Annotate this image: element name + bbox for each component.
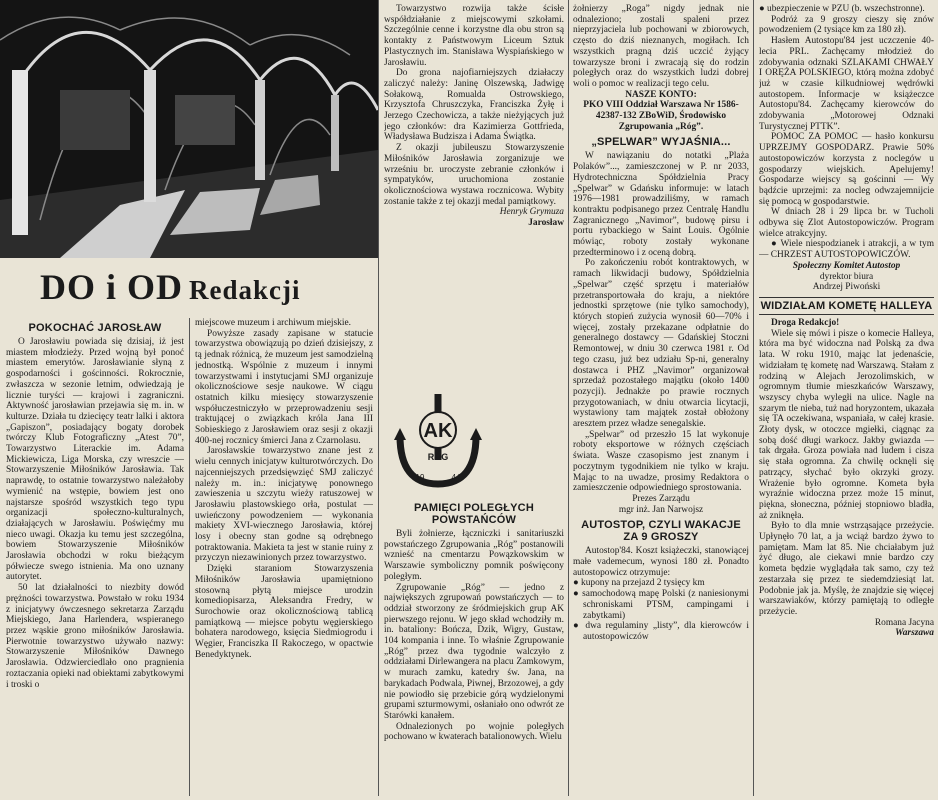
account-number: PKO VIII Oddział Warszawa Nr 1586-42387-132 ZBoWiD, Środowisko Zgrupowania „Róg”. [583,100,739,132]
paragraph: Z okazji jubileuszu Stowarzyszenie Miłośników Jarosławia zorganizuje we wrześniu br. uroczyste zebranie członków i sympatyków, uruchomiona zostanie okolicznościowa wystawa rocznicowa. Wybity zostanie także z tej okazji medal pamiątkowy. [384,143,564,207]
list-item: ● kupony na przejazd 2 tysięcy km [573,578,705,589]
signature-title: Prezes Zarządu [632,493,690,504]
paragraph: O Jarosławiu powiada się dzisiaj, iż jest miastem młodzieży. Przed wojną był ponoć miastem emerytów. Jarosławianie słyną z gospodarności i gościnności. Rokrocznie, zwłaszcza w sezonie letnim, odwiedzają je licznie turyści — krajowi i zagraniczni. Aktywność jarosławian przejawia się m. in. w kulturze. Działa tu dziecięcy teatr lalki i aktora „Gapiszon”, posiadający bogaty dorobek twórczy Klub Fotograficzny „Atest 70”, Towarzystwo Literackie im. Adama Mickiewicza, Liga Morska, czy wreszcie — Stowarzyszenie Miłośników Jarosławia. Tak naprawdę, to ostatnie towarzystwo należałoby wymienić na wstępie, bowiem jest ono najstarsze spośród wszystkich tego typu organizacji społeczno-kulturalnych, działających w Jarosławiu. Poświęćmy mu nieco uwagi. Okazja ku temu jest szczególna, bowiem Stowarzyszenie Miłośników Jarosławia obchodzi w roku bieżącym półwiecze swego istnienia. Ma ono uznany autorytet. [6,337,184,583]
paragraph: Podróż za 9 groszy cieszy się znów powodzeniem (2 tysiące km za 180 zł). [759,14,934,36]
signature-place: Jarosław [528,218,564,229]
signature-org: Społeczny Komitet Autostop [792,260,901,271]
ak-rog-logo [388,388,488,496]
paragraph: żołnierzy „Roga” nigdy jednak nie odnaleziono; zostali spaleni przez nieprzyjaciela lub pochowani w zbiorowych, często do dziś nieznanych, mogiłach. Ich wszystkich pragną dziś uczcić żyjący towarzysze broni i zwracają się do rodzin poległych oraz do wszystkich ludzi dobrej woli o pomoc w realizacji tego celu. [573,4,749,89]
article-heading-powstancy: PAMIĘCI POLEGŁYCH POWSTAŃCÓW [414,502,534,526]
paragraph: POMOC ZA POMOC — hasło konkursu UPRZEJMY GOSPODARZ. Prawie 50% autostopowiczów korzysta z noclegów u gospodarzy wiejskich. Apelujemy! Gospodarze wiejscy są gościnni — Wy bądźcie uprzejmi: za nocleg odwzajemnijcie się pomocą w gospodarstwie. [759,132,934,207]
paragraph: 50 lat działalności to niezbity dowód prężności towarzystwa. Powstało w roku 1934 z inicjatywy ówczesnego sekretarza Zarządu Miejskiego, Jana Harlendera, wspieranego przez wąskie grono miłośników Jarosławia. Pierwotnie towarzystwo używało nazwy: Stowarzyszenie Miłośników Dawnego Jarosławia. Odzwierciedlało ono pragnienia roztaczania opieki nad obiektami zabytkowymi i troski o [6,583,184,690]
signature-name: Romana Jacyna [874,617,934,628]
logo-year-left: 19 [415,473,425,482]
paragraph: Było to dla mnie wstrząsające przeżycie. Upłynęło 70 lat, a ja wciąż bardzo żywo to pamiętam. Mam lat 85. Nie chciałabym już żyć długo, ale ciekawi mnie bardzo czy kometa będzie wyglądała tak samo, czy też zestarzała się przez te siedemdziesiąt lat. Podobnie jak ja. Myślę, że znajdzie się więcej warszawiaków, którzy pamiętają to odległe przeżycie. [759,521,934,617]
paragraph: Do grona najofiarniejszych działaczy zaliczyć należy: Janinę Olszewską, Jadwigę Sołakową, Romualda Ostrowskiego, Krzysztofa Chruszczyka, Franciszka Żyłę i Jerzego Czechowicza, a także nieżyjących już jego członków: dra Kazimierza Gottfrieda, Władysława Budzisza i Adama Świątka. [384,68,564,143]
paragraph: Wiele się mówi i pisze o komecie Halleya, która ma być widoczna nad Polską za dwa lata. W roku 1910, mając lat jedenaście, widziałam tę kometę nad Warszawą. Stałam z rodziną w Alejach Jerozolimskich, w ogromnym tłumie mieszkańców Warszawy, wszyscy chyba wyległi na ulice. Nagle na szarym tle nieba, tuż nad horyzontem, ukazała się TA oczekiwana, wspaniała, w całej krasie. Złoty dysk, w otoczce mgiełki, ciągnąc za sobą dość długi warkocz. Jakby gwiazda — tak drgała. Groza powiała nad ludem i cisza się stała ogromna. Za chwilę ocknęli się patrzący, słychać było okrzyki grozy. Wrażenie było ogromne. Kometa była wyraźnie widoczna przez może 15 minut, piękna, słoneczna, później stopniowo bladła, aż zniknęła. [759,328,934,521]
paragraph: miejscowe muzeum i archiwum miejskie. [195,318,351,328]
paragraph: W nawiązaniu do notatki „Plaża Polaków”..., zamieszczonej w P. nr 2033, Hydrotechniczna Spółdzielnia Pracy „Spelwar” w Gdańsku informuje: w latach 1976—1981 prowadziliśmy, w ramach kontraktu podpisanego przez Centralę Handlu Zagranicznego „Navimor”, budowę pirsu i portu rybackiego w Saint Louis. Ogólnie mówiąc, roboty zostały wykonane przedterminowo i z oceną dobrą. [573,151,749,258]
paragraph: Jarosławskie towarzystwo znane jest z wielu cennych inicjatyw kulturotwórczych. Do najcenniejszych przedsięwzięć SMJ zaliczyć należy m. in.: inicjatywę ponownego zawieszenia u szczytu wieży ratuszowej w Jarosławiu plastowskiego orła, postulat — uwieńczony powodzeniem — wykonania makiety XVI-wiecznego Jarosławia, której losy i obecny stan godne są odrębnego potraktowania. Makieta ta jest w stanie ruiny z przyczyn niezawinionych przez towarzystwo. [195,446,373,564]
paragraph: Towarzystwo rozwija także ścisłe współdziałanie z miejscowymi szkołami. Szczególnie cenne i korzystne dla obu stron są kontakty z Państwowym Liceum Sztuk Plastycznych im. Stanisława Wyspiańskiego w Jarosławiu. [384,4,564,68]
signature-title: dyrektor biura [819,271,874,282]
list-item: ● ubezpieczenie w PZU (b. wszechstronne). [759,4,925,14]
signature-name: Andrzej Piwoński [812,282,881,293]
paragraph: W dniach 28 i 29 lipca br. w Tucholi odbywa się Zlot Autostopowiczów. Program wielce atrakcyjny. [759,207,934,239]
column-3-top [384,4,564,382]
arcade-illustration [0,0,378,258]
paragraph: „Spelwar” od przeszło 15 lat wykonuje roboty eksportowe w różnych częściach świata. Wasze czasopismo jest znanym i poczytnym tygodnikiem nie tylko w kraju. Mając to na uwadze, prosimy Redaktora o zamieszczenie odpowiedniego sprostowania. [573,429,749,494]
column-2 [195,318,373,798]
column-rule [189,318,190,796]
column-rule [568,0,569,796]
anchor-emblem-icon [388,388,488,496]
article-heading-halley: WIDZIAŁAM KOMETĘ HALLEYA [759,297,934,315]
column-rule [378,0,379,796]
list-item: ● dwa regulaminy „listy”, dla kierowców i autostopowiczów [573,621,749,642]
article-heading-jaroslaw: POKOCHAĆ JAROSŁAW [28,322,162,334]
article-heading-autostop: AUTOSTOP, CZYLI WAKACJE ZA 9 GROSZY [581,519,741,544]
greeting: Droga Redakcjo! [771,317,840,328]
paragraph: ● Wiele niespodzianek i atrakcji, a w tym — CHRZEST AUTOSTOPOWICZÓW. [759,239,934,261]
column-5 [759,4,934,798]
logo-year-right: 44 [451,473,461,482]
paragraph: Dzięki staraniom Stowarzyszenia Miłośników Jarosławia upamiętniono stosowną płytą miejsce urodzin komediopisarza, Aleksandra Fredry, w Surochowie oraz okolicznościową tablicą pamiątkową — miejsce pobytu węgierskiego bohatera narodowego, księcia Siedmiogrodu i Węgier, Franciszka II Rakoczego, w opactwie Benedyktynek. [195,564,373,660]
paragraph: Zgrupowanie „Róg” — jedno z największych zgrupowań powstańczych — to oddział stworzony ze śródmiejskich grup AK pierwszego rejonu. W jego skład wchodziły m. in. bataliony: Bończa, Dzik, Wigry, Gustaw, 104 kompania i inne. To właśnie Zgrupowanie „Róg” przez dwa tygodnie walczyło z oddziałami Dirlewangera na placu Zamkowym, w murach zamku, katedry św. Jana, na barykadach Podwala, Piwnej, Brzozowej, a gdy nie powiodło się przebicie górą wydzielonymi grupami szturmowymi, osłaniało ono odwrót ze Starówki kanałem. [384,582,564,721]
list-item: ● samochodową mapę Polski (z naniesionymi schroniskami PTSM, campingami i zabytkami) [573,589,749,621]
signature-place: Warszawa [895,628,934,639]
account-heading: NASZE KONTO: [625,89,697,100]
column-4 [573,4,749,798]
paragraph: Hasłem Autostopu'84 jest uczczenie 40-lecia PRL. Zachęcamy młodzież do zdobywania odznaki SZLAKAMI CHWAŁY I ORĘŻA POLSKIEGO, którą można zdobyć już w czasie kilkudniowej wędrówki autostopem. Informacje w książeczce Autostopu'84. Zachęcamy kierowców do zdobywania „Motorowej Odznaki Turystycznej PTTK”. [759,36,934,132]
column-rule [753,0,754,796]
signature-name: mgr inż. Jan Narwojsz [618,504,704,515]
paragraph: Byli żołnierze, łączniczki i sanitariuszki powstańczego Zgrupowania „Róg” postanowili wznieść na cmentarzu Powązkowskim w Warszawie symboliczny pomnik poświęcony poległym. [384,529,564,582]
paragraph: Odnalezionych po wojnie poległych pochowano w kwaterach batalionowych. Wielu [384,721,564,743]
section-title-sub: Redakcji [189,275,301,305]
signature-name: Henryk Grymuza [499,207,564,218]
paragraph: Autostop'84. Koszt książeczki, stanowiącej małe vademecum, wynosi 180 zł. Ponadto autostopowicz otrzymuje: [573,546,749,578]
column-1 [6,318,184,798]
section-title [40,266,301,308]
paragraph: Powyższe zasady zapisane w statucie towarzystwa obowiązują po dzień dzisiejszy, z tą jednak różnicą, że muzeum jest samodzielną jednostką. Wspólnie z muzeum i innymi towarzystwami i instytucjami SMJ organizuje okolicznościowe sesje naukowe. W ciągu ostatnich kilku miesięcy stowarzyszenie współuczestniczyło w przeprowadzeniu sesji traktującej o związkach króla Jana III Sobieskiego z Jarosławiem oraz sesji z okazji 400-nej rocznicy śmierci Jana z Czarnolasu. [195,328,373,446]
column-3-bottom [384,498,564,798]
logo-letters: AK [423,420,453,442]
cloister-photo [0,0,378,258]
logo-subtext: RÓG [427,452,449,462]
paragraph: Po zakończeniu robót kontraktowych, w ramach likwidacji budowy, Spółdzielnia „Spelwar” część sprzętu i materiałów przetransportowała do kraju, a niektóre jednostki sprzętowe (nie tylko samochody), których stopień zużycia wynosił 60—70% i więcej, zostały przekazane odpłatnie do generalnego dostawcy — Gdańskiej Stoczni Remontowej, w dniu 30 czerwca 1981 r. Od tego czasu, już bez udziału Sp-ni, generalny dostawca i PHZ „Navimor” organizował sprzedaż pozostałego majątku (około 1400 pozycji). Jednakże po prawie rocznych przygotowaniach, w dniu otwarcia licytacji, wystawiony tam majątek został obłożony aresztem przez władze senegalskie. [573,258,749,430]
section-title-main: DO i OD [40,267,184,307]
article-heading-spelwar: „SPELWAR” WYJAŚNIA... [591,136,731,149]
